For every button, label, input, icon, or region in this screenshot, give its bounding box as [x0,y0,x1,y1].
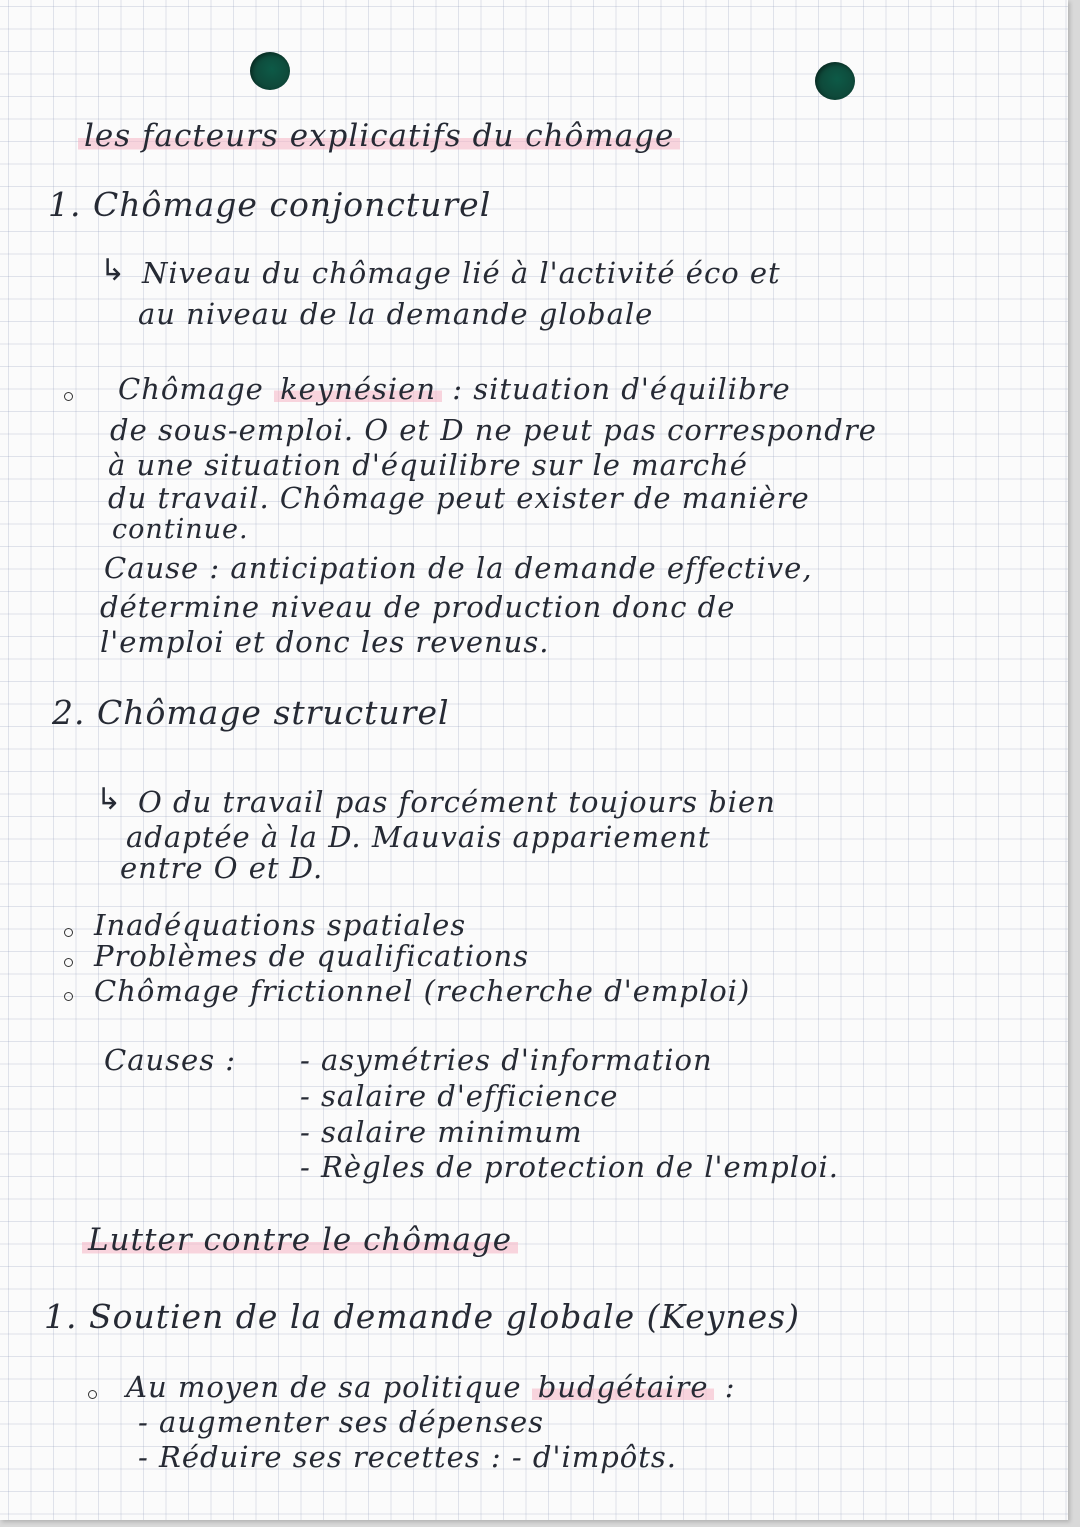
binder-hole-left [250,52,290,90]
keynes-line1: Chômage keynésien : situation d'équilibre [118,372,791,406]
section2-heading: 2. Chômage structurel [52,693,450,732]
section2-arrow-line2: adaptée à la D. Mauvais appariement [126,820,711,854]
section3-title: Lutter contre le chômage [82,1222,518,1258]
cause-item: - salaire minimum [300,1115,583,1149]
section1-arrow-line2: au niveau de la demande globale [138,297,654,331]
binder-hole-right [815,62,855,100]
keynes-line4: du travail. Chômage peut exister de manière [108,481,810,515]
bullet-icon [64,958,73,967]
budget-highlight: budgétaire [532,1370,715,1404]
cause-line2: détermine niveau de production donc de [100,590,736,624]
cause-item: - Règles de protection de l'emploi. [300,1150,839,1184]
page-title: les facteurs explicatifs du chômage [78,118,680,154]
bullet-icon [64,992,73,1001]
bullet-item: Inadéquations spatiales [94,908,467,942]
keynes-line3: à une situation d'équilibre sur le marché [108,448,748,482]
bullet-icon [88,1390,97,1399]
section2-arrow-line3: entre O et D. [120,851,324,885]
section2-arrow-line1: O du travail pas forcément toujours bien [138,785,776,819]
bullet-item: Problèmes de qualifications [94,939,530,973]
keynes-line2: de sous-emploi. O et D ne peut pas correspondre [110,413,877,447]
bullet-item: Chômage frictionnel (recherche d'emploi) [94,974,751,1008]
section1-arrow-line1: Niveau du chômage lié à l'activité éco et [142,256,781,290]
section3-heading: 1. Soutien de la demande globale (Keynes) [44,1297,800,1336]
bullet-icon [64,928,73,937]
keynes-highlight: keynésien [274,372,442,406]
arrow-icon: ↳ [100,253,126,288]
bullet-icon [64,392,73,401]
section1-heading: 1. Chômage conjoncturel [48,185,492,224]
keynes-line5: continue. [112,514,249,545]
cause-line3: l'emploi et donc les revenus. [100,625,550,659]
section3-item: - augmenter ses dépenses [138,1405,544,1439]
section3-item: - Réduire ses recettes : - d'impôts. [138,1440,678,1474]
cause-item: - asymétries d'information [300,1043,713,1077]
section3-bullet: Au moyen de sa politique budgétaire : [126,1370,736,1404]
cause-item: - salaire d'efficience [300,1079,619,1113]
cause-line1: Cause : anticipation de la demande effective, [104,551,813,585]
arrow-icon: ↳ [96,782,122,817]
causes-label: Causes : [104,1043,237,1077]
